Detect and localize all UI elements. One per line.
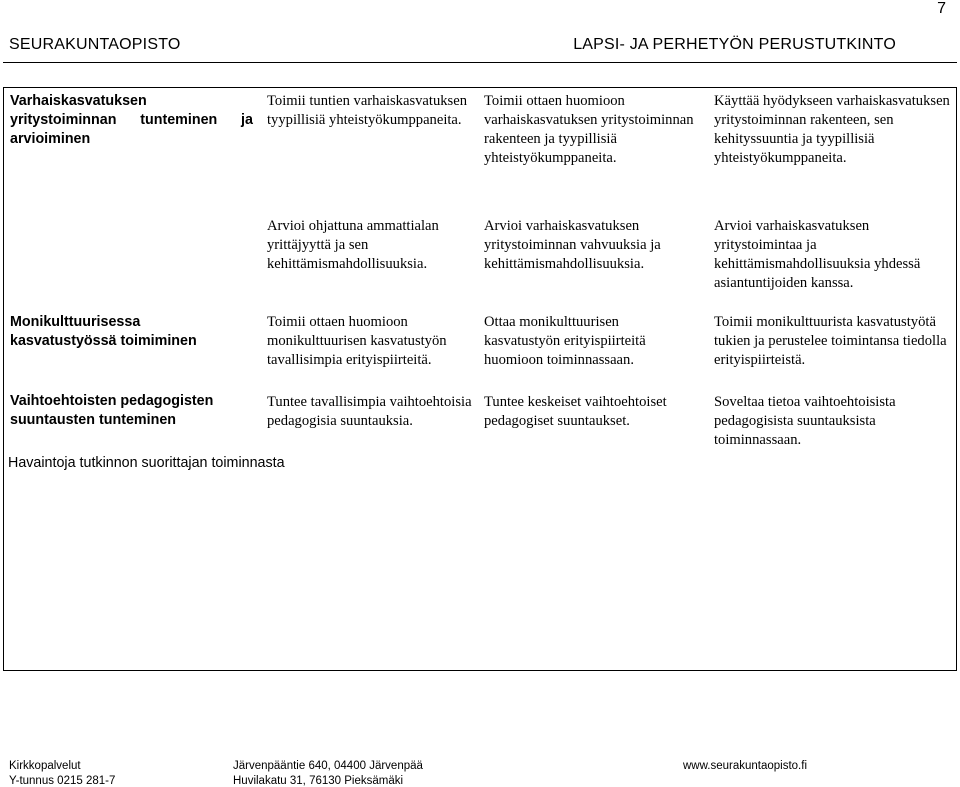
header-divider [3, 62, 957, 63]
row1-level3-cell: Käyttää hyödykseen varhaiskasvatuksen yritystoiminnan rakenteen, sen kehityssuuntia ja tyypillisiä yhteistyökumppaneita. [714, 93, 950, 166]
footer-business-id: Y-tunnus 0215 281-7 [9, 775, 116, 787]
row4-level3-cell: Soveltaa tietoa vaihtoehtoisista pedagogisista suuntauksista toiminnassaan. [714, 394, 896, 448]
row3-level2-cell: Ottaa monikulttuurisen kasvatustyön erityispiirteitä huomioon toiminnassaan. [484, 314, 646, 368]
row-heading-pedagogy: Vaihtoehtoisten pedagogisten suuntausten tunteminen [10, 393, 214, 428]
row1-level1-cell: Toimii tuntien varhaiskasvatuksen tyypillisiä yhteistyökumppaneita. [267, 93, 468, 128]
row2-level3-cell: Arvioi varhaiskasvatuksen yritystoimintaa ja kehittämismahdollisuuksia yhdessä asiantuntijoiden kanssa. [714, 218, 921, 291]
header-institution: SEURAKUNTAOPISTO [9, 36, 181, 53]
row4-level2-cell: Tuntee keskeiset vaihtoehtoiset pedagogiset suuntaukset. [484, 394, 667, 429]
row2-level1-cell: Arvioi ohjattuna ammattialan yrittäjyyttä ja sen kehittämismahdollisuuksia. [267, 218, 439, 272]
row-heading-multicultural: Monikulttuurisessa kasvatustyössä toimiminen [10, 314, 197, 349]
row3-level3-cell: Toimii monikulttuurista kasvatustyötä tukien ja perustelee toimintansa tiedolla erityispiirteistä. [714, 314, 947, 368]
assessment-table-frame [3, 87, 957, 671]
footer-address-jarvenpaa: Järvenpääntie 640, 04400 Järvenpää [233, 760, 423, 772]
row3-level1-cell: Toimii ottaen huomioon monikulttuurisen kasvatustyön tavallisimpia erityispiirteitä. [267, 314, 447, 368]
header-degree-title: LAPSI- JA PERHETYÖN PERUSTUTKINTO [573, 36, 896, 53]
row2-level2-cell: Arvioi varhaiskasvatuksen yritystoiminnan vahvuuksia ja kehittämismahdollisuuksia. [484, 218, 661, 272]
footer-address-pieksamaki: Huvilakatu 31, 76130 Pieksämäki [233, 775, 404, 787]
observations-label: Havaintoja tutkinnon suorittajan toiminnasta [8, 454, 408, 473]
page-number: 7 [937, 0, 946, 17]
row1-level2-cell: Toimii ottaen huomioon varhaiskasvatuksen yritystoiminnan rakenteen ja tyypillisiä yhteistyökumppaneita. [484, 93, 694, 166]
row4-level1-cell: Tuntee tavallisimpia vaihtoehtoisia pedagogisia suuntauksia. [267, 394, 472, 429]
row-heading-business: Varhaiskasvatuksen yritystoiminnan tunteminen ja arvioiminen [10, 93, 253, 147]
footer-website-link[interactable]: www.seurakuntaopisto.fi [683, 760, 808, 772]
footer-organization: Kirkkopalvelut [9, 760, 81, 772]
